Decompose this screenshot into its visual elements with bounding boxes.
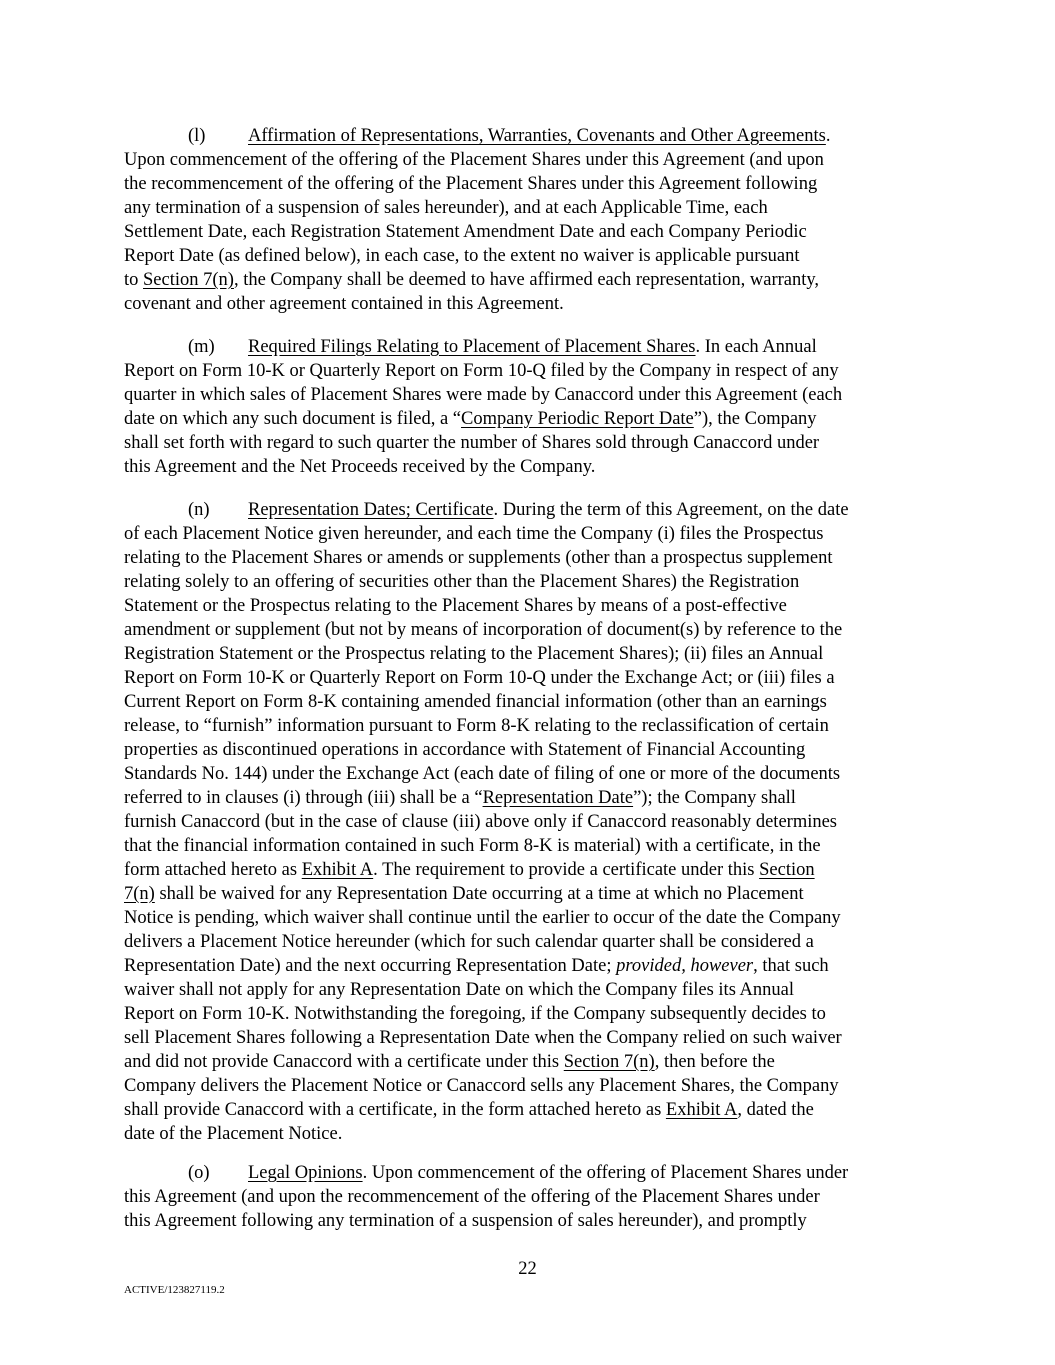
document-footer-id: ACTIVE/123827119.2 [124, 1284, 225, 1296]
section-n-line-24: and did not provide Canaccord with a certificate under this Section 7(n), then before the [124, 1052, 775, 1072]
section-l-line-4: any termination of a suspension of sales hereunder), and at each Applicable Time, each [124, 198, 768, 218]
section-n-line-15: that the financial information contained in such Form 8-K is material) with a certificate, in the [124, 836, 821, 856]
section-l-line-5: Settlement Date, each Registration Statement Amendment Date and each Company Periodic [124, 222, 807, 242]
defined-term-representation-date: Representation Date [482, 788, 634, 808]
section-m-heading: Required Filings Relating to Placement of Placement Shares [248, 337, 696, 357]
section-n-line-11: properties as discontinued operations in accordance with Statement of Financial Accounting [124, 740, 806, 760]
section-n-line-4: relating solely to an offering of securities other than the Placement Shares) the Registration [124, 572, 800, 592]
section-l-heading: Affirmation of Representations, Warranties, Covenants and Other Agreements [248, 126, 826, 146]
section-o [124, 1161, 934, 1233]
section-m [124, 335, 934, 479]
page-number: 22 [518, 1259, 537, 1279]
section-o-line-1: (o) Legal Opinions. Upon commencement of the offering of Placement Shares under [188, 1163, 849, 1183]
section-n-line-13: referred to in clauses (i) through (iii) shall be a “Representation Date”); the Company shall [124, 788, 796, 808]
proviso-italic: provided, however [616, 956, 754, 976]
section-n-line-23: sell Placement Shares following a Representation Date when the Company relied on such waiver [124, 1028, 842, 1048]
section-reference-part-2: 7(n) [124, 884, 155, 904]
section-n-line-22: Report on Form 10-K. Notwithstanding the foregoing, if the Company subsequently decides to [124, 1004, 826, 1024]
exhibit-a-reference: Exhibit A [665, 1100, 738, 1120]
section-n-line-17: 7(n) shall be waived for any Representation Date occurring at a time at which no Placement [124, 884, 804, 904]
section-n-line-1: (n) Representation Dates; Certificate. During the term of this Agreement, on the date [188, 500, 849, 520]
section-m-line-5: shall set forth with regard to such quarter the number of Shares sold through Canaccord under [124, 433, 820, 453]
section-n-line-27: date of the Placement Notice. [124, 1124, 343, 1144]
section-m-line-2: Report on Form 10-K or Quarterly Report on Form 10-Q filed by the Company in respect of any [124, 361, 839, 381]
section-n-line-19: delivers a Placement Notice hereunder (which for such calendar quarter shall be considered a [124, 932, 814, 952]
section-n-line-3: relating to the Placement Shares or amends or supplements (other than a prospectus supplement [124, 548, 833, 568]
section-n-line-21: waiver shall not apply for any Representation Date on which the Company files its Annual [124, 980, 794, 1000]
section-n-line-6: amendment or supplement (but not by means of incorporation of document(s) by reference to the [124, 620, 843, 640]
section-n-line-16: form attached hereto as Exhibit A. The requirement to provide a certificate under this Section [124, 860, 815, 880]
section-m-line-1: (m) Required Filings Relating to Placement of Placement Shares. In each Annual [188, 337, 817, 357]
section-m-label: (m) [188, 337, 215, 357]
section-o-line-2: this Agreement (and upon the recommencement of the offering of the Placement Shares under [124, 1187, 820, 1207]
section-o-label: (o) [188, 1163, 210, 1183]
section-n-line-14: furnish Canaccord (but in the case of clause (iii) above only if Canaccord reasonably determines [124, 812, 838, 832]
section-reference-part-1: Section [759, 860, 815, 880]
section-m-line-6: this Agreement and the Net Proceeds received by the Company. [124, 457, 596, 477]
section-n-line-25: Company delivers the Placement Notice or Canaccord sells any Placement Shares, the Company [124, 1076, 839, 1096]
section-m-line-3: quarter in which sales of Placement Shares were made by Canaccord under this Agreement (each [124, 385, 843, 405]
section-n-line-8: Report on Form 10-K or Quarterly Report on Form 10-Q under the Exchange Act; or (iii) files a [124, 668, 835, 688]
section-n-heading: Representation Dates; Certificate [248, 500, 494, 520]
defined-term-company-periodic-report-date: Company Periodic Report Date [461, 409, 694, 429]
section-n-label: (n) [188, 500, 210, 520]
exhibit-a-reference: Exhibit A [301, 860, 374, 880]
section-l-line-8: covenant and other agreement contained in this Agreement. [124, 294, 564, 314]
section-n-line-7: Registration Statement or the Prospectus relating to the Placement Shares); (ii) files an Annual [124, 644, 824, 664]
section-n [124, 498, 934, 1146]
section-n-line-18: Notice is pending, which waiver shall continue until the earlier to occur of the date the Company [124, 908, 841, 928]
section-l-line-3: the recommencement of the offering of the Placement Shares under this Agreement following [124, 174, 818, 194]
section-l-line-2: Upon commencement of the offering of the Placement Shares under this Agreement (and upon [124, 150, 824, 170]
section-l-line-1: (l) Affirmation of Representations, Warranties, Covenants and Other Agreements. [188, 126, 831, 146]
section-o-heading: Legal Opinions [248, 1163, 363, 1183]
section-n-line-12: Standards No. 144) under the Exchange Act (each date of filing of one or more of the documents [124, 764, 841, 784]
section-7n-reference: Section 7(n) [143, 270, 234, 290]
section-l-line-7: to Section 7(n), the Company shall be deemed to have affirmed each representation, warranty, [124, 270, 820, 290]
section-7n-reference: Section 7(n) [563, 1052, 655, 1072]
section-l-line-6: Report Date (as defined below), in each case, to the extent no waiver is applicable pursuant [124, 246, 800, 266]
section-m-line-4: date on which any such document is filed, a “Company Periodic Report Date”), the Company [124, 409, 817, 429]
section-n-line-2: of each Placement Notice given hereunder, and each time the Company (i) files the Prospectus [124, 524, 824, 544]
section-n-line-20: Representation Date) and the next occurring Representation Date; provided, however, that such [124, 956, 829, 976]
section-n-line-9: Current Report on Form 8-K containing amended financial information (other than an earnings [124, 692, 827, 712]
section-n-line-5: Statement or the Prospectus relating to the Placement Shares by means of a post-effective [124, 596, 787, 616]
section-o-line-3: this Agreement following any termination of a suspension of sales hereunder), and promptly [124, 1211, 807, 1231]
section-n-line-10: release, to “furnish” information pursuant to Form 8-K relating to the reclassification of certain [124, 716, 829, 736]
section-l [124, 124, 934, 316]
section-n-line-26: shall provide Canaccord with a certificate, in the form attached hereto as Exhibit A, dated the [124, 1100, 814, 1120]
section-l-label: (l) [188, 126, 206, 146]
